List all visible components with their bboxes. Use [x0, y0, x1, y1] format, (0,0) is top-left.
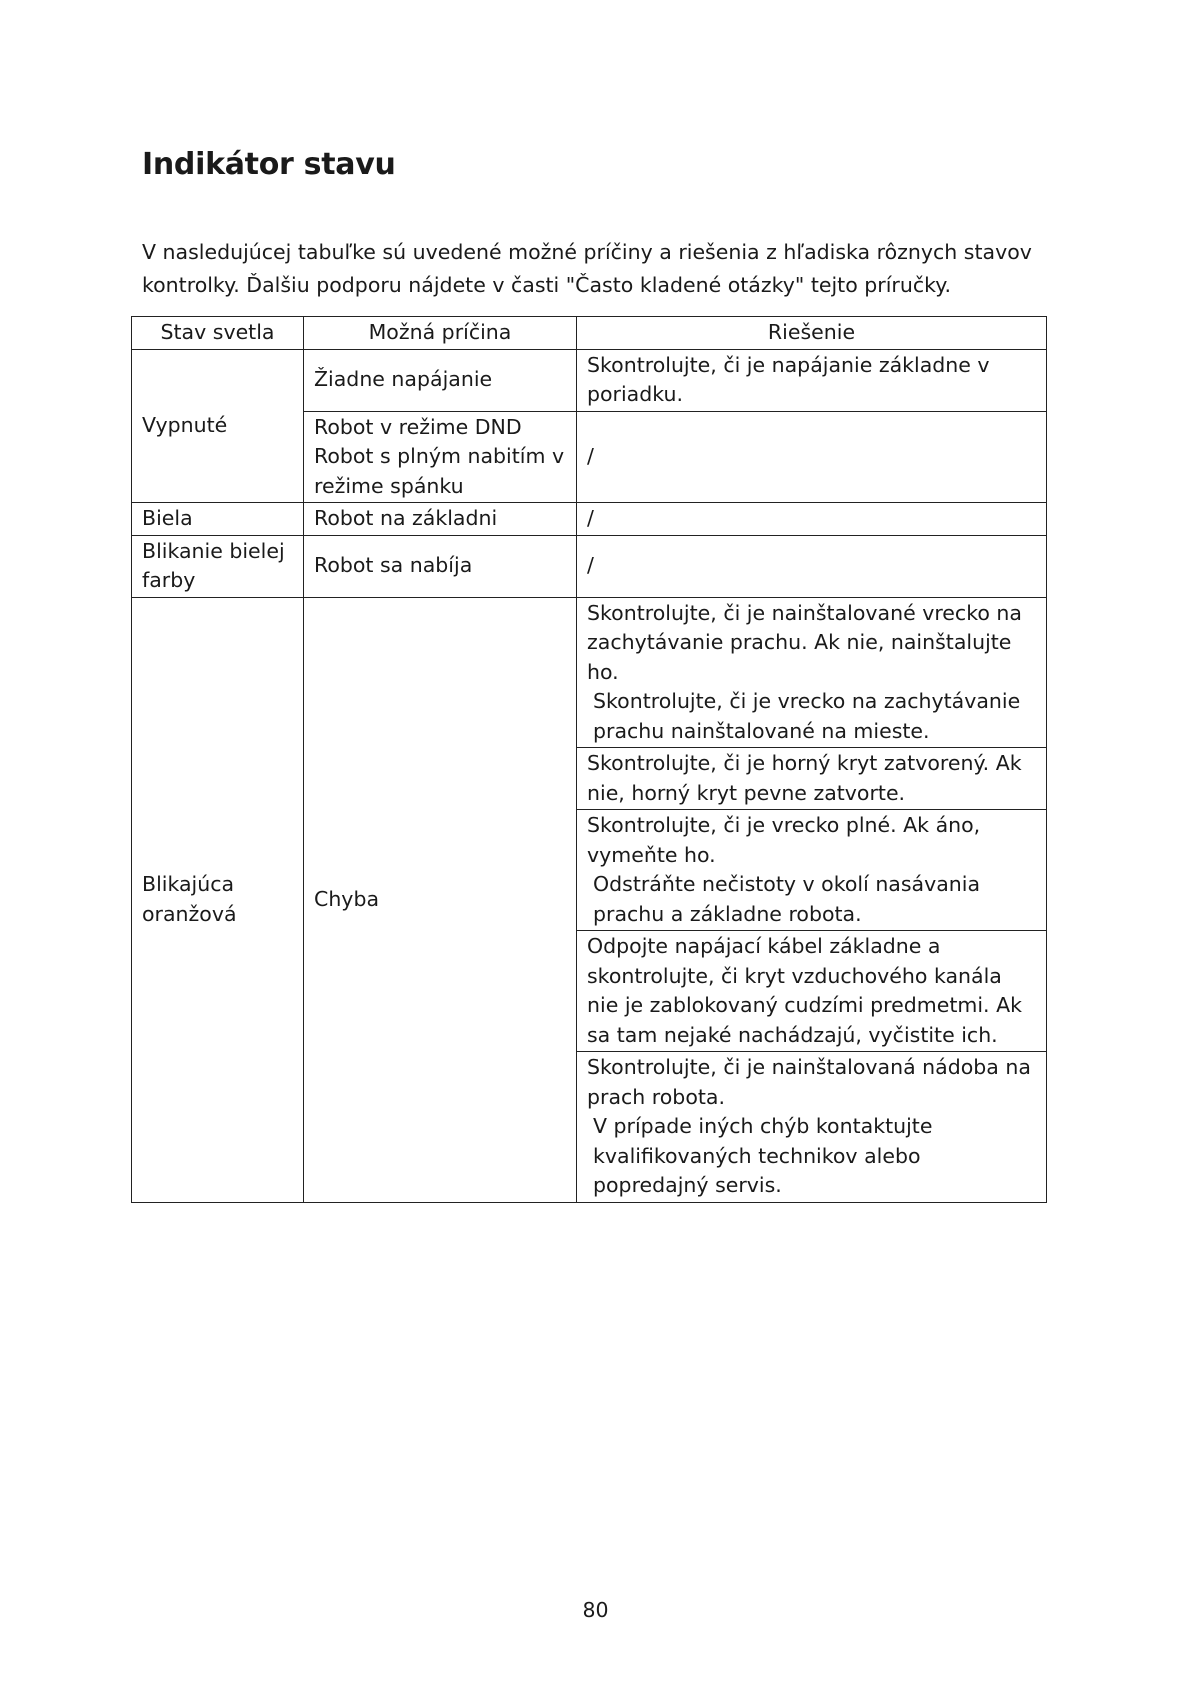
header-solution: Riešenie: [577, 317, 1047, 350]
cause-cell: Chyba: [304, 597, 577, 1202]
solution-cell: [577, 1052, 1047, 1203]
solution-cell: Skontrolujte, či je napájanie základne v poriadku.: [577, 349, 1047, 411]
status-indicator-table: [131, 316, 1047, 1203]
solution-line: Skontrolujte, či je vrecko plné. Ak áno, vymeňte ho.: [587, 813, 981, 867]
header-possible-cause: Možná príčina: [304, 317, 577, 350]
cause-cell: Robot sa nabíja: [304, 535, 577, 597]
intro-paragraph: V nasledujúcej tabuľke sú uvedené možné príčiny a riešenia z hľadiska rôznych stavov kontrolky. Ďalšiu podporu nájdete v časti "Často kladené otázky" tejto príručky.: [142, 240, 1032, 297]
page-number: 80: [582, 1598, 609, 1622]
solution-cell: Odpojte napájací kábel základne a skontrolujte, či kryt vzduchového kanála nie je zablokovaný cudzími predmetmi. Ak sa tam nejaké nachádzajú, vyčistite ich.: [577, 931, 1047, 1052]
solution-cell: /: [577, 535, 1047, 597]
cause-cell: Robot na základni: [304, 503, 577, 536]
state-cell: Vypnuté: [132, 349, 304, 503]
table-row: [132, 535, 1047, 597]
solution-cell: [577, 597, 1047, 748]
solution-line: Skontrolujte, či je nainštalovaná nádoba na prach robota.: [587, 1055, 1031, 1109]
cause-cell: Žiadne napájanie: [304, 349, 577, 411]
solution-cell: [577, 810, 1047, 931]
state-cell: Blikanie bielej farby: [132, 535, 304, 597]
state-cell: Blikajúca oranžová: [132, 597, 304, 1202]
table-header-row: [132, 317, 1047, 350]
table-row: [132, 349, 1047, 411]
table-row: [132, 597, 1047, 748]
solution-line: Odstráňte nečistoty v okolí nasávania prachu a základne robota.: [593, 872, 981, 926]
solution-cell: Skontrolujte, či je horný kryt zatvorený. Ak nie, horný kryt pevne zatvorte.: [577, 748, 1047, 810]
header-light-state: Stav svetla: [132, 317, 304, 350]
solution-line: Skontrolujte, či je nainštalované vrecko na zachytávanie prachu. Ak nie, nainštalujte ho.: [587, 600, 1022, 684]
table-row: [132, 503, 1047, 536]
solution-cell: /: [577, 503, 1047, 536]
state-cell: Biela: [132, 503, 304, 536]
cause-line: Robot s plným nabitím v režime spánku: [314, 444, 565, 498]
cause-line: Robot v režime DND: [314, 414, 522, 439]
solution-line: V prípade iných chýb kontaktujte kvalifikovaných technikov alebo popredajný servis.: [593, 1114, 933, 1197]
cause-cell: [304, 411, 577, 503]
page-title: Indikátor stavu: [142, 147, 396, 182]
solution-line: Skontrolujte, či je vrecko na zachytávanie prachu nainštalované na mieste.: [593, 689, 1021, 743]
solution-cell: /: [577, 411, 1047, 503]
